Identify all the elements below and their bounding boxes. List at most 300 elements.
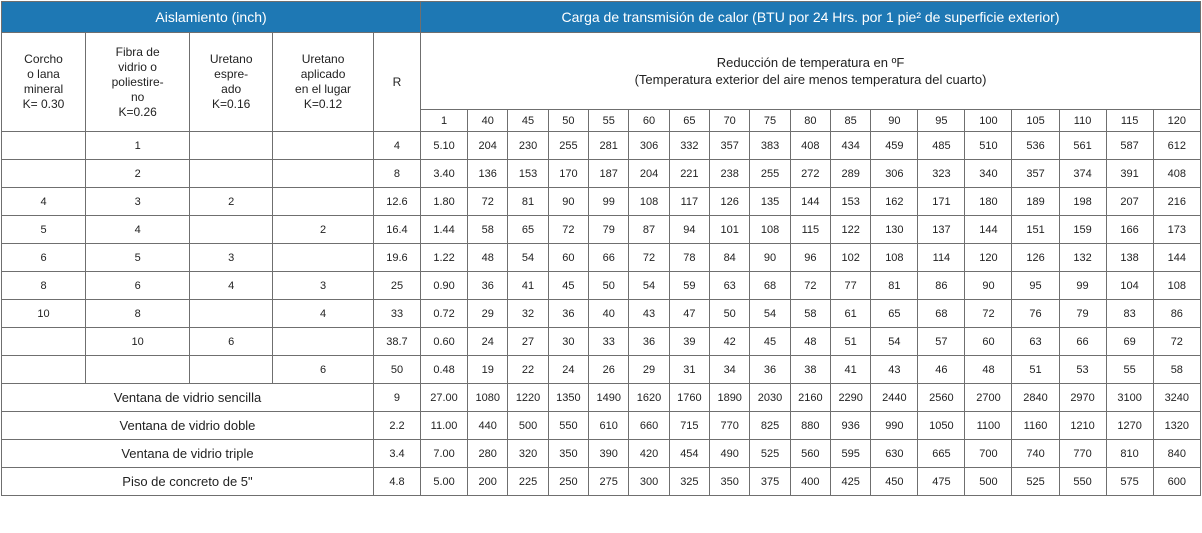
heat-load-cell: 2030 xyxy=(750,384,790,412)
heat-load-cell: 408 xyxy=(790,132,830,160)
heat-load-cell: 144 xyxy=(965,216,1012,244)
heat-load-cell: 434 xyxy=(831,132,871,160)
heat-load-cell: 525 xyxy=(750,440,790,468)
heat-load-cell: 108 xyxy=(1153,272,1200,300)
table-row xyxy=(2,188,1201,216)
urethane-sprayed-thickness-cell xyxy=(190,356,273,384)
urethane-applied-thickness-cell xyxy=(273,160,374,188)
heat-load-cell: 68 xyxy=(918,300,965,328)
heat-load-cell: 99 xyxy=(1059,272,1106,300)
fiber-thickness-cell: 6 xyxy=(86,272,190,300)
urethane-sprayed-thickness-cell xyxy=(190,132,273,160)
heat-load-cell: 144 xyxy=(1153,244,1200,272)
heat-load-cell: 87 xyxy=(629,216,669,244)
heat-load-cell: 66 xyxy=(1059,328,1106,356)
heat-load-cell: 51 xyxy=(1012,356,1059,384)
heat-load-cell: 90 xyxy=(750,244,790,272)
heat-load-cell: 561 xyxy=(1059,132,1106,160)
heat-load-cell: 126 xyxy=(710,188,750,216)
heat-load-cell: 840 xyxy=(1153,440,1200,468)
heat-load-cell: 300 xyxy=(629,468,669,496)
r-value-cell: 16.4 xyxy=(373,216,420,244)
heat-load-cell: 810 xyxy=(1106,440,1153,468)
header-line: (Temperatura exterior del aire menos temperatura del cuarto) xyxy=(634,72,987,87)
heat-load-cell: 770 xyxy=(710,412,750,440)
heat-load-cell: 238 xyxy=(710,160,750,188)
heat-load-cell: 36 xyxy=(629,328,669,356)
fiber-thickness-cell: 3 xyxy=(86,188,190,216)
heat-load-cell: 51 xyxy=(831,328,871,356)
heat-load-cell: 69 xyxy=(1106,328,1153,356)
heat-load-cell: 204 xyxy=(468,132,508,160)
heat-load-cell: 72 xyxy=(468,188,508,216)
heat-load-cell: 55 xyxy=(1106,356,1153,384)
heat-load-cell: 700 xyxy=(965,440,1012,468)
cork-thickness-cell: 4 xyxy=(2,188,86,216)
heat-load-cell: 130 xyxy=(871,216,918,244)
heat-load-cell: 1270 xyxy=(1106,412,1153,440)
heat-load-cell: 575 xyxy=(1106,468,1153,496)
heat-load-cell: 275 xyxy=(589,468,629,496)
heat-load-cell: 27 xyxy=(508,328,548,356)
table-row xyxy=(2,160,1201,188)
heat-load-cell: 59 xyxy=(669,272,709,300)
table-row xyxy=(2,412,1201,440)
heat-load-cell: 81 xyxy=(871,272,918,300)
urethane-sprayed-thickness-cell xyxy=(190,216,273,244)
fiber-thickness-cell: 5 xyxy=(86,244,190,272)
cork-thickness-cell: 8 xyxy=(2,272,86,300)
heat-load-cell: 204 xyxy=(629,160,669,188)
heat-load-cell: 0.72 xyxy=(421,300,468,328)
temperature-reduction-value: 70 xyxy=(710,110,750,132)
heat-load-cell: 53 xyxy=(1059,356,1106,384)
heat-load-cell: 94 xyxy=(669,216,709,244)
heat-load-cell: 77 xyxy=(831,272,871,300)
r-value-cell: 4.8 xyxy=(373,468,420,496)
temperature-reduction-value: 75 xyxy=(750,110,790,132)
heat-load-cell: 46 xyxy=(918,356,965,384)
header-line: poliestire- xyxy=(111,74,164,89)
heat-load-cell: 2160 xyxy=(790,384,830,412)
r-value-cell: 12.6 xyxy=(373,188,420,216)
urethane-sprayed-thickness-cell xyxy=(190,300,273,328)
heat-load-cell: 485 xyxy=(918,132,965,160)
heat-load-cell: 230 xyxy=(508,132,548,160)
heat-load-cell: 990 xyxy=(871,412,918,440)
heat-load-cell: 357 xyxy=(1012,160,1059,188)
heat-load-cell: 84 xyxy=(710,244,750,272)
heat-load-cell: 54 xyxy=(871,328,918,356)
heat-load-cell: 26 xyxy=(589,356,629,384)
heat-load-cell: 198 xyxy=(1059,188,1106,216)
temperature-reduction-value: 60 xyxy=(629,110,669,132)
heat-load-cell: 135 xyxy=(750,188,790,216)
heat-load-cell: 61 xyxy=(831,300,871,328)
heat-load-cell: 200 xyxy=(468,468,508,496)
heat-load-cell: 151 xyxy=(1012,216,1059,244)
heat-load-cell: 24 xyxy=(468,328,508,356)
temperature-reduction-value: 115 xyxy=(1106,110,1153,132)
heat-load-cell: 0.90 xyxy=(421,272,468,300)
r-value-cell: 25 xyxy=(373,272,420,300)
header-line: K=0.26 xyxy=(118,104,157,119)
heat-load-cell: 102 xyxy=(831,244,871,272)
urethane-applied-thickness-cell xyxy=(273,328,374,356)
heat-load-cell: 24 xyxy=(548,356,588,384)
fiber-thickness-cell: 10 xyxy=(86,328,190,356)
heat-load-cell: 660 xyxy=(629,412,669,440)
heat-load-cell: 22 xyxy=(508,356,548,384)
table-row xyxy=(2,468,1201,496)
heat-load-cell: 1220 xyxy=(508,384,548,412)
heat-load-cell: 216 xyxy=(1153,188,1200,216)
table-row xyxy=(2,132,1201,160)
heat-load-cell: 104 xyxy=(1106,272,1153,300)
temperature-reduction-value: 105 xyxy=(1012,110,1059,132)
table-row xyxy=(2,440,1201,468)
temperature-reduction-value: 55 xyxy=(589,110,629,132)
heat-load-cell: 255 xyxy=(548,132,588,160)
heat-load-cell: 400 xyxy=(790,468,830,496)
heat-load-cell: 99 xyxy=(589,188,629,216)
heat-load-cell: 79 xyxy=(1059,300,1106,328)
heat-load-cell: 2970 xyxy=(1059,384,1106,412)
temperature-reduction-header xyxy=(421,33,1201,110)
heat-load-cell: 58 xyxy=(1153,356,1200,384)
heat-load-cell: 76 xyxy=(1012,300,1059,328)
heat-load-cell: 58 xyxy=(790,300,830,328)
cork-column-header xyxy=(2,33,86,132)
heat-load-cell: 108 xyxy=(871,244,918,272)
urethane-applied-column-header xyxy=(273,33,374,132)
heat-load-cell: 36 xyxy=(548,300,588,328)
heat-load-cell: 122 xyxy=(831,216,871,244)
heat-load-cell: 86 xyxy=(918,272,965,300)
heat-load-cell: 120 xyxy=(965,244,1012,272)
material-label-cell: Ventana de vidrio triple xyxy=(2,440,374,468)
heat-load-cell: 280 xyxy=(468,440,508,468)
heat-load-cell: 40 xyxy=(589,300,629,328)
r-value-cell: 50 xyxy=(373,356,420,384)
heat-load-cell: 187 xyxy=(589,160,629,188)
heat-load-cell: 108 xyxy=(629,188,669,216)
heat-load-cell: 770 xyxy=(1059,440,1106,468)
temperature-reduction-value: 100 xyxy=(965,110,1012,132)
table-row xyxy=(2,384,1201,412)
heat-load-cell: 500 xyxy=(965,468,1012,496)
heat-load-cell: 1100 xyxy=(965,412,1012,440)
cork-thickness-cell: 10 xyxy=(2,300,86,328)
heat-load-cell: 2560 xyxy=(918,384,965,412)
heat-load-cell: 3240 xyxy=(1153,384,1200,412)
heat-load-cell: 30 xyxy=(548,328,588,356)
header-line: Corcho xyxy=(24,52,63,66)
heat-load-cell: 1080 xyxy=(468,384,508,412)
heat-load-cell: 50 xyxy=(589,272,629,300)
temperature-reduction-value: 45 xyxy=(508,110,548,132)
heat-load-cell: 27.00 xyxy=(421,384,468,412)
heat-load-cell: 1210 xyxy=(1059,412,1106,440)
temperature-reduction-value: 110 xyxy=(1059,110,1106,132)
header-line: mineral xyxy=(23,82,64,96)
heat-load-cell: 425 xyxy=(831,468,871,496)
heat-load-cell: 510 xyxy=(965,132,1012,160)
header-line: K= 0.30 xyxy=(22,97,65,111)
heat-load-cell: 1490 xyxy=(589,384,629,412)
heat-load-cell: 323 xyxy=(918,160,965,188)
heat-load-cell: 2700 xyxy=(965,384,1012,412)
material-label-cell: Piso de concreto de 5" xyxy=(2,468,374,496)
table-row xyxy=(2,272,1201,300)
heat-load-cell: 57 xyxy=(918,328,965,356)
heat-load-cell: 153 xyxy=(831,188,871,216)
load-title: Carga de transmisión de calor (BTU por 24 Hrs. por 1 pie² de superficie exterior) xyxy=(421,2,1201,33)
header-line: Uretano xyxy=(209,52,253,66)
heat-load-cell: 114 xyxy=(918,244,965,272)
heat-load-cell: 391 xyxy=(1106,160,1153,188)
heat-load-cell: 173 xyxy=(1153,216,1200,244)
header-line: en el lugar xyxy=(295,82,352,96)
heat-load-cell: 66 xyxy=(589,244,629,272)
r-value-cell: 33 xyxy=(373,300,420,328)
heat-load-cell: 60 xyxy=(965,328,1012,356)
heat-load-cell: 78 xyxy=(669,244,709,272)
material-label-cell: Ventana de vidrio doble xyxy=(2,412,374,440)
urethane-applied-thickness-cell xyxy=(273,132,374,160)
heat-load-cell: 272 xyxy=(790,160,830,188)
heat-load-cell: 72 xyxy=(790,272,830,300)
heat-load-cell: 72 xyxy=(1153,328,1200,356)
urethane-sprayed-thickness-cell: 6 xyxy=(190,328,273,356)
heat-load-cell: 612 xyxy=(1153,132,1200,160)
heat-load-cell: 33 xyxy=(589,328,629,356)
heat-load-cell: 610 xyxy=(589,412,629,440)
heat-load-cell: 101 xyxy=(710,216,750,244)
heat-load-cell: 54 xyxy=(508,244,548,272)
heat-load-cell: 39 xyxy=(669,328,709,356)
heat-load-cell: 42 xyxy=(710,328,750,356)
cork-thickness-cell xyxy=(2,132,86,160)
heat-load-cell: 475 xyxy=(918,468,965,496)
temperature-reduction-value: 85 xyxy=(831,110,871,132)
material-label-cell: Ventana de vidrio sencilla xyxy=(2,384,374,412)
temperature-reduction-value: 50 xyxy=(548,110,588,132)
heat-load-cell: 740 xyxy=(1012,440,1059,468)
heat-load-cell: 306 xyxy=(871,160,918,188)
heat-load-cell: 48 xyxy=(468,244,508,272)
heat-load-cell: 332 xyxy=(669,132,709,160)
heat-load-cell: 159 xyxy=(1059,216,1106,244)
urethane-sprayed-thickness-cell: 4 xyxy=(190,272,273,300)
urethane-sprayed-thickness-cell: 3 xyxy=(190,244,273,272)
heat-load-cell: 19 xyxy=(468,356,508,384)
heat-load-cell: 357 xyxy=(710,132,750,160)
heat-transmission-table xyxy=(1,1,1201,496)
table-row xyxy=(2,216,1201,244)
r-value-cell: 9 xyxy=(373,384,420,412)
fiber-thickness-cell: 4 xyxy=(86,216,190,244)
heat-load-cell: 1.22 xyxy=(421,244,468,272)
heat-load-cell: 1.44 xyxy=(421,216,468,244)
heat-load-cell: 29 xyxy=(629,356,669,384)
heat-load-cell: 3.40 xyxy=(421,160,468,188)
urethane-sprayed-thickness-cell: 2 xyxy=(190,188,273,216)
table-row xyxy=(2,244,1201,272)
heat-load-cell: 715 xyxy=(669,412,709,440)
header-line: Reducción de temperatura en ºF xyxy=(716,55,905,70)
urethane-applied-thickness-cell: 2 xyxy=(273,216,374,244)
temperature-reduction-value: 40 xyxy=(468,110,508,132)
heat-load-cell: 153 xyxy=(508,160,548,188)
heat-load-cell: 390 xyxy=(589,440,629,468)
heat-load-cell: 550 xyxy=(1059,468,1106,496)
r-value-cell: 19.6 xyxy=(373,244,420,272)
urethane-sprayed-thickness-cell xyxy=(190,160,273,188)
heat-load-cell: 207 xyxy=(1106,188,1153,216)
heat-load-cell: 117 xyxy=(669,188,709,216)
heat-load-cell: 325 xyxy=(669,468,709,496)
heat-load-cell: 225 xyxy=(508,468,548,496)
fiber-thickness-cell xyxy=(86,356,190,384)
heat-load-cell: 825 xyxy=(750,412,790,440)
table-row xyxy=(2,328,1201,356)
heat-load-cell: 34 xyxy=(710,356,750,384)
heat-load-cell: 47 xyxy=(669,300,709,328)
heat-load-cell: 450 xyxy=(871,468,918,496)
heat-load-cell: 32 xyxy=(508,300,548,328)
heat-load-cell: 144 xyxy=(790,188,830,216)
heat-load-cell: 60 xyxy=(548,244,588,272)
heat-load-cell: 81 xyxy=(508,188,548,216)
heat-load-cell: 250 xyxy=(548,468,588,496)
r-value-cell: 4 xyxy=(373,132,420,160)
heat-load-cell: 41 xyxy=(508,272,548,300)
temperature-reduction-value: 80 xyxy=(790,110,830,132)
heat-load-cell: 440 xyxy=(468,412,508,440)
urethane-sprayed-column-header xyxy=(190,33,273,132)
heat-load-cell: 72 xyxy=(548,216,588,244)
heat-load-cell: 48 xyxy=(965,356,1012,384)
urethane-applied-thickness-cell xyxy=(273,244,374,272)
heat-load-cell: 54 xyxy=(629,272,669,300)
heat-load-cell: 31 xyxy=(669,356,709,384)
heat-load-cell: 171 xyxy=(918,188,965,216)
heat-load-cell: 136 xyxy=(468,160,508,188)
heat-load-cell: 5.10 xyxy=(421,132,468,160)
heat-load-cell: 5.00 xyxy=(421,468,468,496)
heat-load-cell: 68 xyxy=(750,272,790,300)
cork-thickness-cell xyxy=(2,160,86,188)
header-line: Fibra de xyxy=(115,44,160,59)
urethane-applied-thickness-cell: 3 xyxy=(273,272,374,300)
heat-load-cell: 340 xyxy=(965,160,1012,188)
fiber-thickness-cell: 8 xyxy=(86,300,190,328)
heat-load-cell: 1320 xyxy=(1153,412,1200,440)
heat-load-cell: 880 xyxy=(790,412,830,440)
heat-load-cell: 490 xyxy=(710,440,750,468)
heat-load-cell: 375 xyxy=(750,468,790,496)
heat-load-cell: 1890 xyxy=(710,384,750,412)
heat-load-cell: 1050 xyxy=(918,412,965,440)
cork-thickness-cell: 6 xyxy=(2,244,86,272)
heat-load-cell: 500 xyxy=(508,412,548,440)
heat-load-cell: 45 xyxy=(548,272,588,300)
heat-load-cell: 1160 xyxy=(1012,412,1059,440)
banner-row xyxy=(2,2,1201,33)
urethane-applied-thickness-cell: 6 xyxy=(273,356,374,384)
heat-load-cell: 83 xyxy=(1106,300,1153,328)
column-header-row xyxy=(2,33,1201,110)
heat-load-cell: 126 xyxy=(1012,244,1059,272)
heat-load-cell: 54 xyxy=(750,300,790,328)
heat-load-cell: 72 xyxy=(965,300,1012,328)
heat-load-cell: 11.00 xyxy=(421,412,468,440)
r-value-cell: 2.2 xyxy=(373,412,420,440)
cork-thickness-cell xyxy=(2,356,86,384)
temperature-reduction-value: 120 xyxy=(1153,110,1200,132)
heat-load-cell: 65 xyxy=(508,216,548,244)
heat-load-cell: 115 xyxy=(790,216,830,244)
header-line: no xyxy=(130,89,145,104)
heat-load-cell: 65 xyxy=(871,300,918,328)
temperature-reduction-value: 95 xyxy=(918,110,965,132)
heat-load-cell: 383 xyxy=(750,132,790,160)
table-body xyxy=(2,132,1201,496)
heat-load-cell: 289 xyxy=(831,160,871,188)
cork-thickness-cell: 5 xyxy=(2,216,86,244)
temperature-reduction-value: 65 xyxy=(669,110,709,132)
heat-load-cell: 454 xyxy=(669,440,709,468)
heat-load-cell: 90 xyxy=(965,272,1012,300)
heat-load-cell: 550 xyxy=(548,412,588,440)
header-line: espre- xyxy=(214,67,249,81)
heat-load-cell: 137 xyxy=(918,216,965,244)
table-row xyxy=(2,356,1201,384)
heat-load-cell: 0.60 xyxy=(421,328,468,356)
heat-load-cell: 3100 xyxy=(1106,384,1153,412)
header-line: K=0.12 xyxy=(303,97,343,111)
heat-load-cell: 108 xyxy=(750,216,790,244)
heat-load-cell: 2290 xyxy=(831,384,871,412)
heat-load-cell: 536 xyxy=(1012,132,1059,160)
table-row xyxy=(2,300,1201,328)
heat-load-cell: 408 xyxy=(1153,160,1200,188)
heat-load-cell: 95 xyxy=(1012,272,1059,300)
r-value-cell: 38.7 xyxy=(373,328,420,356)
heat-load-cell: 29 xyxy=(468,300,508,328)
heat-load-cell: 350 xyxy=(548,440,588,468)
heat-load-cell: 41 xyxy=(831,356,871,384)
heat-load-cell: 560 xyxy=(790,440,830,468)
heat-load-cell: 255 xyxy=(750,160,790,188)
heat-load-cell: 306 xyxy=(629,132,669,160)
heat-load-cell: 374 xyxy=(1059,160,1106,188)
heat-load-cell: 350 xyxy=(710,468,750,496)
fiber-thickness-cell: 1 xyxy=(86,132,190,160)
header-line: o lana xyxy=(27,67,60,81)
heat-load-cell: 459 xyxy=(871,132,918,160)
heat-load-cell: 1350 xyxy=(548,384,588,412)
heat-load-cell: 170 xyxy=(548,160,588,188)
fiber-column-header xyxy=(86,33,190,132)
heat-load-cell: 63 xyxy=(1012,328,1059,356)
heat-load-cell: 132 xyxy=(1059,244,1106,272)
header-line: vidrio o xyxy=(118,59,157,74)
heat-load-cell: 2840 xyxy=(1012,384,1059,412)
heat-load-cell: 587 xyxy=(1106,132,1153,160)
heat-load-cell: 595 xyxy=(831,440,871,468)
